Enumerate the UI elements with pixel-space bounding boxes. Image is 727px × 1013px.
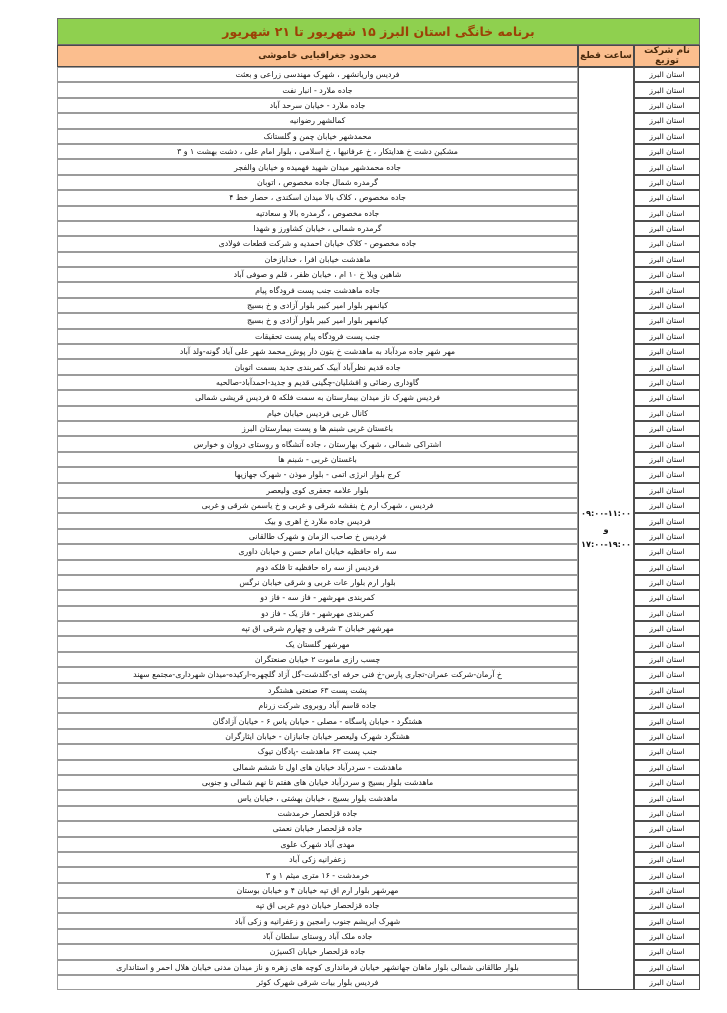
page bbox=[57, 18, 700, 990]
company-cell: استان البرز bbox=[634, 713, 700, 728]
area-cell: خرمدشت - ۱۶ متری میثم ۱ و ۳ bbox=[57, 867, 578, 882]
area-cell: سه راه حافظیه خیابان امام حسن و خیابان داوری bbox=[57, 544, 578, 559]
area-cell: مهدی آباد شهرک علوی bbox=[57, 837, 578, 852]
area-cell: گرمدره شمال جاده مخصوص ، اتوبان bbox=[57, 175, 578, 190]
company-cell: استان البرز bbox=[634, 359, 700, 374]
area-cell: هشتگرد شهرک ولیعصر خیابان جانبازان - خیابان ایثارگران bbox=[57, 729, 578, 744]
area-cell: مهرشهر بلوار ارم اق تپه خیابان ۴ و خیابان بوستان bbox=[57, 883, 578, 898]
company-cell: استان البرز bbox=[634, 313, 700, 328]
company-cell: استان البرز bbox=[634, 113, 700, 128]
company-cell: استان البرز bbox=[634, 913, 700, 928]
area-cell: جاده ملارد - انبار نفت bbox=[57, 82, 578, 97]
company-cell: استان البرز bbox=[634, 652, 700, 667]
power-outage-table bbox=[57, 18, 700, 990]
area-cell: گاوداری رضائی و افشلیان-چگینی قدیم و جدید-احمدآباد-صالحیه bbox=[57, 375, 578, 390]
area-cell: خ آرمان-شرکت عمران-تجاری پارس-خ فنی حرفه ای-گلدشت-گل آزاد گلچهره-ارکیده-میدان شهرداری-مجتمع سهند bbox=[57, 667, 578, 682]
company-cell: استان البرز bbox=[634, 852, 700, 867]
area-cell: کرج بلوار انرژی اتمی - بلوار موذن - شهرک جهازیها bbox=[57, 467, 578, 482]
area-cell: جاده مخصوص - کلاک خیابان احمدیه و شرکت قطعات فولادی bbox=[57, 236, 578, 251]
area-cell: جاده مخصوص ، گرمدره بالا و سعادتیه bbox=[57, 206, 578, 221]
area-cell: شهرک ابریشم جنوب رامجین و زعفرانیه و زکی آباد bbox=[57, 913, 578, 928]
area-cell: شاهین ویلا خ ۱۰ ام ، خیابان ظفر ، قلم و صوفی آباد bbox=[57, 267, 578, 282]
area-cell: ماهدشت - سردرآباد خیابان های اول تا ششم شمالی bbox=[57, 760, 578, 775]
company-cell: استان البرز bbox=[634, 837, 700, 852]
area-cell: باغستان غربی شبنم ها و پست بیمارستان البرز bbox=[57, 421, 578, 436]
company-cell: استان البرز bbox=[634, 867, 700, 882]
company-cell: استان البرز bbox=[634, 944, 700, 959]
outage-time-conjunction: و bbox=[603, 523, 609, 534]
area-cell: جاده قاسم آباد روبروی شرکت زرنام bbox=[57, 698, 578, 713]
company-cell: استان البرز bbox=[634, 883, 700, 898]
company-cell: استان البرز bbox=[634, 529, 700, 544]
area-cell: کانال غربی فردیس خیابان خیام bbox=[57, 406, 578, 421]
company-cell: استان البرز bbox=[634, 159, 700, 174]
outage-time-range: ۱۷:۰۰-۱۹:۰۰ bbox=[581, 538, 631, 549]
table-title: برنامه خانگی استان البرز ۱۵ شهریور تا ۲۱ شهریور bbox=[57, 18, 700, 45]
company-cell: استان البرز bbox=[634, 606, 700, 621]
area-cell: جاده قدیم نظرآباد آبیک کمربندی جدید بسمت اتوبان bbox=[57, 359, 578, 374]
company-cell: استان البرز bbox=[634, 329, 700, 344]
area-cell: اشتراکی شمالی ، شهرک بهارستان ، جاده آتشگاه و روستای دروان و خوارس bbox=[57, 436, 578, 451]
company-cell: استان البرز bbox=[634, 252, 700, 267]
area-cell: جاده مخصوص ، کلاک بالا میدان اسکندی ، حصار خط ۴ bbox=[57, 190, 578, 205]
company-cell: استان البرز bbox=[634, 667, 700, 682]
area-cell: جنب پست فرودگاه پیام پست تحقیقات bbox=[57, 329, 578, 344]
area-cell: فردیس شهرک ناز میدان بیمارستان به سمت فلکه ۵ فردیس قریشی شمالی bbox=[57, 390, 578, 405]
area-cell: جاده ماهدشت جنب پست فرودگاه پیام bbox=[57, 282, 578, 297]
company-cell: استان البرز bbox=[634, 467, 700, 482]
company-cell: استان البرز bbox=[634, 298, 700, 313]
company-cell: استان البرز bbox=[634, 436, 700, 451]
area-cell: بلوار طالقانی شمالی بلوار ماهان جهانشهر خیابان فرمانداری کوچه های زهره و ناز میدان مدنی خیابان هلال احمر و استانداری bbox=[57, 960, 578, 975]
company-cell: استان البرز bbox=[634, 206, 700, 221]
area-cell: مشکین دشت خ هدایتکار ، خ عرفانیها ، خ اسلامی ، بلوار امام علی ، دشت بهشت ۱ و ۳ bbox=[57, 144, 578, 159]
area-cell: فردیس بلوار بیات شرقی شهرک کوثر bbox=[57, 975, 578, 990]
company-cell: استان البرز bbox=[634, 175, 700, 190]
area-cell: مهر شهر جاده مردآباد به ماهدشت خ بتون دار پوش_محمد شهر علی آباد گونه-ولد آباد bbox=[57, 344, 578, 359]
area-cell: جاده محمدشهر میدان شهید فهمیده و خیابان والفجر bbox=[57, 159, 578, 174]
company-cell: استان البرز bbox=[634, 452, 700, 467]
area-cell: فردیس واریانشهر ، شهرک مهندسی زراعی و بعثت bbox=[57, 67, 578, 82]
company-cell: استان البرز bbox=[634, 82, 700, 97]
company-cell: استان البرز bbox=[634, 821, 700, 836]
company-cell: استان البرز bbox=[634, 221, 700, 236]
area-cell: کیانمهر بلوار امیر کبیر بلوار آزادی و خ بسیج bbox=[57, 313, 578, 328]
company-cell: استان البرز bbox=[634, 267, 700, 282]
area-cell: هشتگرد - خیابان پاسگاه - مصلی - خیابان یاس ۶ - خیابان آزادگان bbox=[57, 713, 578, 728]
area-cell: پشت پست ۶۳ صنعتی هشتگرد bbox=[57, 683, 578, 698]
area-cell: فردیس از سه راه حافظیه تا فلکه دوم bbox=[57, 560, 578, 575]
company-cell: استان البرز bbox=[634, 898, 700, 913]
area-cell: جاده قزلحصار خیابان اکسیژن bbox=[57, 944, 578, 959]
area-cell: کمالشهر رضوانیه bbox=[57, 113, 578, 128]
company-cell: استان البرز bbox=[634, 575, 700, 590]
company-cell: استان البرز bbox=[634, 406, 700, 421]
area-cell: جنب پست ۶۳ ماهدشت -پادگان تیوک bbox=[57, 744, 578, 759]
area-cell: بلوار علامه جعفری کوی ولیعصر bbox=[57, 483, 578, 498]
col-header-time: ساعت قطع bbox=[578, 45, 634, 67]
company-cell: استان البرز bbox=[634, 975, 700, 990]
company-cell: استان البرز bbox=[634, 67, 700, 82]
outage-time-cell bbox=[578, 67, 634, 990]
area-cell: مهرشهر خیابان ۳ شرقی و چهارم شرقی اق تپه bbox=[57, 621, 578, 636]
company-cell: استان البرز bbox=[634, 190, 700, 205]
company-cell: استان البرز bbox=[634, 621, 700, 636]
area-cell: جاده ملارد - خیابان سرحد آباد bbox=[57, 98, 578, 113]
area-cell: ماهدشت خیابان افرا ، خدابازخان bbox=[57, 252, 578, 267]
area-cell: مهرشهر گلستان یک bbox=[57, 636, 578, 651]
area-cell: ماهدشت بلوار بسیج ، خیابان بهشتی ، خیابان یاس bbox=[57, 790, 578, 805]
area-cell: جاده قزلحصار خیابان نعمتی bbox=[57, 821, 578, 836]
area-cell: جاده ملک آباد روستای سلطان آباد bbox=[57, 929, 578, 944]
company-cell: استان البرز bbox=[634, 498, 700, 513]
company-cell: استان البرز bbox=[634, 421, 700, 436]
area-cell: کمربندی مهرشهر - فاز سه - فاز دو bbox=[57, 590, 578, 605]
company-cell: استان البرز bbox=[634, 98, 700, 113]
area-cell: کمربندی مهرشهر - فاز یک - فاز دو bbox=[57, 606, 578, 621]
company-cell: استان البرز bbox=[634, 744, 700, 759]
area-cell: بلوار ارم بلوار عات غربی و شرقی خیابان نرگس bbox=[57, 575, 578, 590]
company-cell: استان البرز bbox=[634, 760, 700, 775]
company-cell: استان البرز bbox=[634, 698, 700, 713]
area-cell: جاده قزلحصار خیابان دوم غربی اق تپه bbox=[57, 898, 578, 913]
col-header-company: نام شرکت توزیع bbox=[634, 45, 700, 67]
company-cell: استان البرز bbox=[634, 129, 700, 144]
table-body bbox=[57, 67, 700, 990]
area-cell: زعفرانیه زکی آباد bbox=[57, 852, 578, 867]
company-cell: استان البرز bbox=[634, 590, 700, 605]
company-cell: استان البرز bbox=[634, 636, 700, 651]
table-row bbox=[57, 67, 700, 82]
company-cell: استان البرز bbox=[634, 513, 700, 528]
area-cell: کیانمهر بلوار امیر کبیر بلوار آزادی و خ بسیج bbox=[57, 298, 578, 313]
area-cell: فردیس ، شهرک ارم خ بنفشه شرقی و غربی و خ یاسمن شرقی و غربی bbox=[57, 498, 578, 513]
company-cell: استان البرز bbox=[634, 960, 700, 975]
area-cell: فردیس جاده ملارد خ اهری و بیک bbox=[57, 513, 578, 528]
area-cell: چسب رازی ماموت ۲ خیابان صنعتگران bbox=[57, 652, 578, 667]
company-cell: استان البرز bbox=[634, 282, 700, 297]
company-cell: استان البرز bbox=[634, 236, 700, 251]
company-cell: استان البرز bbox=[634, 144, 700, 159]
area-cell: گرمدره شمالی ، خیابان کشاورز و شهدا bbox=[57, 221, 578, 236]
company-cell: استان البرز bbox=[634, 390, 700, 405]
company-cell: استان البرز bbox=[634, 929, 700, 944]
company-cell: استان البرز bbox=[634, 683, 700, 698]
area-cell: محمدشهر خیابان چمن و گلستانک bbox=[57, 129, 578, 144]
company-cell: استان البرز bbox=[634, 375, 700, 390]
area-cell: باغستان غربی - شبنم ها bbox=[57, 452, 578, 467]
company-cell: استان البرز bbox=[634, 483, 700, 498]
area-cell: ماهدشت بلوار بسیج و سردرآباد خیابان های هفتم تا نهم شمالی و جنوبی bbox=[57, 775, 578, 790]
area-cell: فردیس خ صاحب الزمان و شهرک طالقانی bbox=[57, 529, 578, 544]
company-cell: استان البرز bbox=[634, 729, 700, 744]
company-cell: استان البرز bbox=[634, 775, 700, 790]
company-cell: استان البرز bbox=[634, 806, 700, 821]
area-cell: جاده قزلحصار خرمدشت bbox=[57, 806, 578, 821]
company-cell: استان البرز bbox=[634, 790, 700, 805]
company-cell: استان البرز bbox=[634, 344, 700, 359]
col-header-area: محدود جغرافیایی خاموشی bbox=[57, 45, 578, 67]
company-cell: استان البرز bbox=[634, 560, 700, 575]
outage-time-range: ۰۹:۰۰-۱۱:۰۰ bbox=[581, 507, 631, 518]
company-cell: استان البرز bbox=[634, 544, 700, 559]
